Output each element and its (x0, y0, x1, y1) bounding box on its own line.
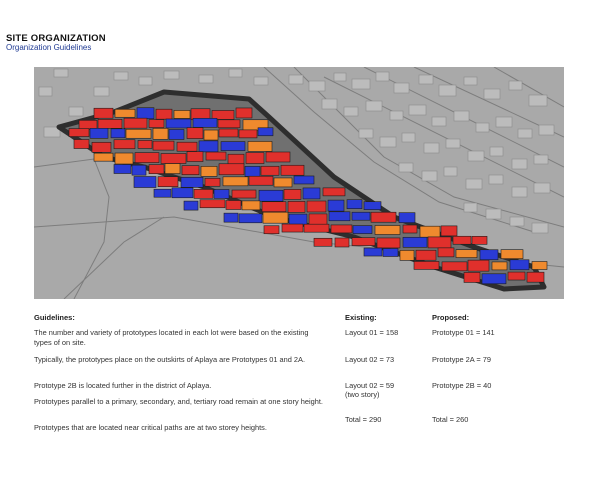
prototype-block (239, 130, 257, 138)
prototype-block (480, 250, 498, 260)
prototype-block (289, 214, 307, 225)
prototype-block (69, 129, 89, 137)
prototype-block (303, 188, 320, 199)
existing-layout-02b: Layout 02 = 59 (345, 381, 395, 390)
prototype-block (399, 213, 415, 223)
guideline-item: Prototypes parallel to a primary, secondary, and, tertiary road remain at one story height. (34, 397, 323, 406)
prototype-block (261, 166, 279, 175)
prototype-block (456, 250, 477, 258)
prototype-block (416, 250, 436, 260)
prototype-block (206, 152, 226, 160)
prototype-block (137, 108, 154, 119)
prototype-block (347, 200, 362, 209)
prototype-block (377, 238, 400, 248)
prototype-block (90, 128, 108, 138)
prototype-block (199, 141, 218, 152)
existing-layout-01: Layout 01 = 158 (345, 328, 399, 337)
prototype-block (441, 226, 457, 236)
prototype-block (468, 260, 489, 271)
prototype-block (126, 129, 151, 138)
prototype-block (114, 140, 135, 149)
guideline-item: Prototype 2B is located further in the district of Aplaya. (34, 381, 212, 390)
guideline-item: Typically, the prototypes place on the outskirts of Aplaya are Prototypes 01 and 2A. (34, 355, 306, 364)
proposed-heading: Proposed: (432, 313, 470, 322)
prototype-block (111, 129, 125, 138)
prototype-block (263, 212, 288, 223)
guidelines-heading: Guidelines: (34, 313, 75, 322)
prototype-block (221, 142, 245, 151)
prototype-block (246, 153, 264, 164)
prototype-block (510, 260, 529, 270)
prototype-block (284, 189, 301, 199)
prototype-block (453, 236, 471, 244)
prototype-block (259, 190, 283, 201)
prototype-block (138, 140, 152, 148)
prototype-block (124, 118, 147, 128)
prototype-block (262, 202, 286, 212)
prototype-block (134, 177, 156, 188)
prototype-block (194, 189, 213, 198)
prototype-block (219, 129, 238, 137)
prototype-block (182, 166, 199, 175)
site-map (34, 67, 564, 299)
prototype-block (309, 214, 327, 225)
prototype-block (245, 166, 260, 176)
prototype-block (149, 165, 164, 174)
prototype-block (282, 224, 303, 232)
prototype-block (223, 177, 248, 186)
prototype-block (249, 176, 273, 185)
prototype-block (294, 176, 314, 184)
prototype-block (403, 225, 417, 233)
prototype-block (258, 128, 273, 136)
prototype-block (482, 274, 506, 284)
guideline-item: The number and variety of prototypes located in each lot were based on the existing types of on site. (34, 328, 309, 347)
existing-layout-02a: Layout 02 = 73 (345, 355, 395, 364)
prototype-block (79, 120, 97, 129)
page-title: SITE ORGANIZATION (6, 33, 106, 44)
prototype-block (400, 250, 414, 260)
prototype-block (149, 120, 164, 128)
prototype-block (165, 164, 180, 174)
existing-layout-02b-note: (two story) (345, 390, 380, 399)
prototype-block (364, 248, 382, 256)
prototype-block (158, 177, 178, 187)
prototype-block (92, 142, 111, 152)
prototype-block (161, 154, 186, 164)
prototype-block (508, 272, 525, 280)
prototype-block (472, 236, 487, 244)
prototype-block (239, 214, 262, 223)
proposed-prototype-01: Prototype 01 = 141 (432, 328, 495, 337)
prototype-block (501, 250, 523, 259)
prototype-block (177, 142, 197, 151)
prototype-block (375, 225, 400, 234)
prototype-block (352, 212, 370, 220)
prototype-block (307, 201, 326, 212)
prototype-block (236, 108, 252, 118)
prototype-block (323, 188, 345, 196)
page-subtitle: Organization Guidelines (6, 43, 92, 52)
prototype-block (205, 178, 220, 186)
prototype-block (288, 201, 305, 212)
prototype-block (172, 188, 193, 198)
prototype-block (74, 140, 89, 149)
prototype-block (153, 141, 174, 150)
prototype-block (442, 262, 467, 271)
site-map-drawing (34, 67, 564, 299)
prototype-block (184, 201, 198, 210)
prototype-block (371, 212, 396, 222)
prototype-block (331, 225, 352, 233)
prototype-block (428, 237, 451, 248)
prototype-block (94, 108, 113, 118)
prototype-block (274, 178, 292, 187)
prototype-block (224, 213, 238, 222)
prototype-block (200, 200, 225, 208)
prototype-block (304, 224, 329, 232)
prototype-block (201, 166, 217, 176)
prototype-block (214, 190, 229, 199)
prototype-block (266, 152, 290, 162)
prototype-block (403, 237, 427, 247)
prototype-block (156, 109, 172, 119)
prototype-block (364, 202, 381, 210)
prototype-block (135, 153, 159, 163)
prototype-block (114, 164, 131, 173)
prototype-block (242, 201, 260, 210)
prototype-block (218, 120, 240, 128)
prototype-block (383, 248, 398, 256)
prototype-block (314, 238, 332, 246)
prototype-block (94, 153, 113, 161)
existing-heading: Existing: (345, 313, 377, 322)
prototype-block (532, 262, 547, 270)
prototype-block (527, 272, 544, 282)
prototype-block (248, 141, 272, 151)
prototype-block (98, 119, 122, 128)
prototype-block (264, 226, 279, 234)
prototype-block (328, 200, 344, 211)
prototype-block (353, 226, 372, 234)
prototype-block (492, 262, 507, 270)
prototype-block (335, 238, 349, 247)
proposed-prototype-2a: Prototype 2A = 79 (432, 355, 491, 364)
prototype-block (219, 164, 244, 175)
prototype-block (329, 212, 350, 221)
prototype-block (414, 261, 439, 269)
prototype-block (132, 165, 146, 175)
prototype-block (352, 238, 375, 246)
prototype-block (187, 128, 203, 139)
proposed-total: Total = 260 (432, 415, 469, 424)
proposed-prototype-2b: Prototype 2B = 40 (432, 381, 492, 390)
prototype-block (204, 130, 218, 140)
prototype-block (228, 154, 244, 164)
prototype-block (166, 119, 191, 128)
prototype-block (153, 128, 168, 139)
prototype-block (115, 109, 135, 117)
prototype-block (187, 152, 203, 162)
prototype-block (232, 190, 256, 198)
prototype-block (154, 189, 171, 197)
prototype-block (464, 272, 480, 282)
prototype-block (181, 177, 203, 187)
prototype-block (438, 248, 454, 257)
prototype-block (169, 129, 184, 139)
prototype-block (174, 110, 190, 118)
prototype-block (115, 153, 133, 164)
existing-total: Total = 290 (345, 415, 382, 424)
prototype-block (226, 200, 241, 209)
guideline-item: Prototypes that are located near critical paths are at two storey heights. (34, 423, 267, 432)
prototype-block (193, 118, 217, 127)
prototype-block (420, 226, 440, 237)
prototype-block (281, 165, 304, 175)
